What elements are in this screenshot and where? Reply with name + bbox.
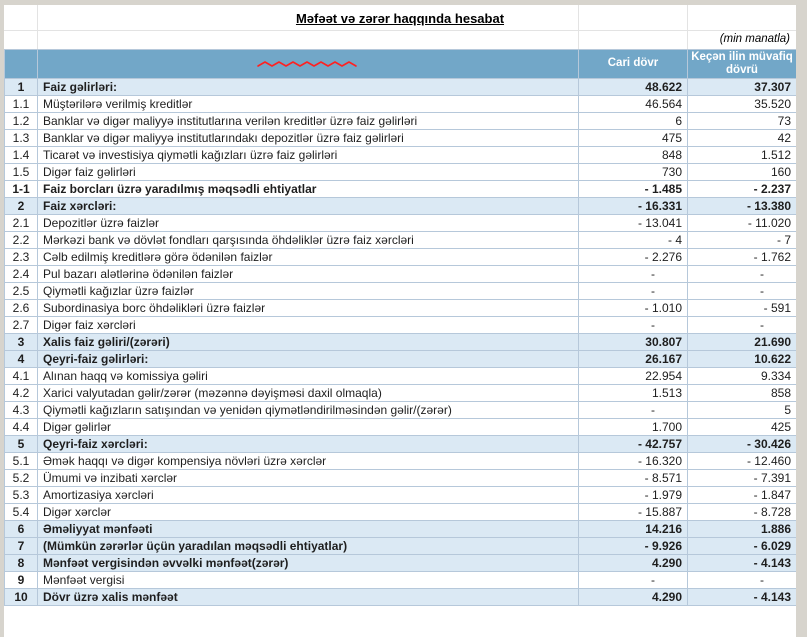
header-row [5, 50, 797, 79]
current-value-cell[interactable]: 30.807 [579, 334, 688, 351]
previous-value-cell[interactable]: 10.622 [688, 351, 797, 368]
row-number-cell[interactable]: 2.6 [5, 300, 38, 317]
previous-value-cell[interactable]: 35.520 [688, 96, 797, 113]
row-number-cell[interactable]: 4 [5, 351, 38, 368]
row-number-cell[interactable]: 2.3 [5, 249, 38, 266]
row-number-cell[interactable]: 2.2 [5, 232, 38, 249]
current-value-cell[interactable]: 4.290 [579, 589, 688, 606]
row-label-cell[interactable]: Amortizasiya xərcləri [38, 487, 579, 504]
current-value-cell[interactable]: 848 [579, 147, 688, 164]
row-label-cell[interactable]: Əmək haqqı və digər kompensiya növləri üzrə xərclər [38, 453, 579, 470]
row-label-cell[interactable]: Digər faiz xərcləri [38, 317, 579, 334]
row-number-cell[interactable]: 4.2 [5, 385, 38, 402]
table-row [5, 181, 797, 198]
table-row [5, 317, 797, 334]
row-number-cell[interactable]: 4.1 [5, 368, 38, 385]
table-row [5, 538, 797, 555]
previous-value-cell[interactable]: - [688, 572, 797, 589]
previous-value-cell[interactable]: 160 [688, 164, 797, 181]
current-value-cell[interactable]: - 16.331 [579, 198, 688, 215]
current-value-cell[interactable]: - [579, 283, 688, 300]
row-label-cell[interactable]: Banklar və digər maliyyə institutlarındakı depozitlər üzrə faiz gəlirləri [38, 130, 579, 147]
previous-value-cell[interactable]: - [688, 266, 797, 283]
previous-value-cell[interactable]: 1.886 [688, 521, 797, 538]
row-number-cell[interactable]: 9 [5, 572, 38, 589]
row-label-cell[interactable]: Faiz gəlirləri: [38, 79, 579, 96]
table-row [5, 504, 797, 521]
row-number-cell[interactable]: 6 [5, 521, 38, 538]
row-label-cell[interactable]: Pul bazarı alətlərinə ödənilən faizlər [38, 266, 579, 283]
row-number-cell[interactable]: 5 [5, 436, 38, 453]
row-number-cell[interactable]: 7 [5, 538, 38, 555]
report-sheet [4, 5, 796, 637]
report-table-header [5, 50, 797, 79]
current-value-cell[interactable]: 1.513 [579, 385, 688, 402]
row-label-cell[interactable]: Faiz xərcləri: [38, 198, 579, 215]
row-number-cell[interactable]: 3 [5, 334, 38, 351]
table-row [5, 147, 797, 164]
previous-value-cell[interactable]: - [688, 283, 797, 300]
previous-value-cell[interactable]: - 1.847 [688, 487, 797, 504]
table-row [5, 572, 797, 589]
row-number-cell[interactable]: 2 [5, 198, 38, 215]
previous-value-cell[interactable]: 21.690 [688, 334, 797, 351]
row-number-cell[interactable]: 1.5 [5, 164, 38, 181]
previous-value-cell[interactable]: - [688, 317, 797, 334]
row-label-cell[interactable]: Qeyri-faiz gəlirləri: [38, 351, 579, 368]
table-row [5, 266, 797, 283]
current-value-cell[interactable]: - [579, 402, 688, 419]
current-value-cell[interactable]: 26.167 [579, 351, 688, 368]
row-number-cell[interactable]: 5.1 [5, 453, 38, 470]
redacted-name-squiggle-icon [256, 60, 360, 69]
table-row [5, 79, 797, 96]
table-row [5, 453, 797, 470]
row-number-cell[interactable]: 8 [5, 555, 38, 572]
previous-value-cell[interactable]: 9.334 [688, 368, 797, 385]
table-row [5, 164, 797, 181]
row-label-cell[interactable]: Digər xərclər [38, 504, 579, 521]
table-row [5, 249, 797, 266]
table-row [5, 283, 797, 300]
account-name-header-cell[interactable] [38, 50, 579, 79]
unit-note-block [4, 31, 796, 49]
current-value-cell[interactable]: - [579, 572, 688, 589]
previous-value-cell[interactable]: - 7.391 [688, 470, 797, 487]
row-label-cell[interactable]: Qiymətli kağızlar üzrə faizlər [38, 283, 579, 300]
previous-value-cell[interactable]: - 8.728 [688, 504, 797, 521]
table-row [5, 300, 797, 317]
table-row [5, 521, 797, 538]
row-label-cell[interactable]: Mərkəzi bank və dövlət fondları qarşısında öhdəliklər üzrə faiz xərcləri [38, 232, 579, 249]
previous-value-cell[interactable]: 5 [688, 402, 797, 419]
previous-value-cell[interactable]: - 7 [688, 232, 797, 249]
current-value-cell[interactable]: 730 [579, 164, 688, 181]
table-row [5, 96, 797, 113]
row-label-cell[interactable]: Xarici valyutadan gəlir/zərər (məzənnə dəyişməsi daxil olmaqla) [38, 385, 579, 402]
previous-value-cell[interactable]: - 4.143 [688, 555, 797, 572]
gridline [687, 31, 688, 49]
previous-value-cell[interactable]: - 591 [688, 300, 797, 317]
row-label-cell[interactable]: Dövr üzrə xalis mənfəət [38, 589, 579, 606]
row-number-cell[interactable]: 2.7 [5, 317, 38, 334]
current-value-cell[interactable]: 14.216 [579, 521, 688, 538]
current-value-cell[interactable]: 475 [579, 130, 688, 147]
row-number-cell[interactable]: 2.1 [5, 215, 38, 232]
table-row [5, 555, 797, 572]
unit-note: (min manatla) [719, 33, 790, 45]
previous-value-cell[interactable]: - 11.020 [688, 215, 797, 232]
current-value-cell[interactable]: 1.700 [579, 419, 688, 436]
row-number-cell[interactable]: 5.2 [5, 470, 38, 487]
previous-value-cell[interactable]: 1.512 [688, 147, 797, 164]
row-number-cell[interactable]: 5.3 [5, 487, 38, 504]
row-number-cell[interactable]: 1.2 [5, 113, 38, 130]
previous-value-cell[interactable]: - 6.029 [688, 538, 797, 555]
gridline [578, 31, 579, 49]
current-value-cell[interactable]: - 1.979 [579, 487, 688, 504]
current-value-cell[interactable]: 6 [579, 113, 688, 130]
row-label-cell[interactable]: (Mümkün zərərlər üçün yaradılan məqsədli ehtiyatlar) [38, 538, 579, 555]
row-label-cell[interactable]: Ümumi və inzibati xərclər [38, 470, 579, 487]
row-label-cell[interactable]: Xalis faiz gəliri/(zərəri) [38, 334, 579, 351]
table-row [5, 113, 797, 130]
current-period-header-cell[interactable]: Cari dövr [579, 50, 688, 79]
row-label-cell[interactable]: Mənfəət vergisi [38, 572, 579, 589]
current-value-cell[interactable]: - 9.926 [579, 538, 688, 555]
current-value-cell[interactable]: - 16.320 [579, 453, 688, 470]
page-title: Məfəət və zərər haqqında hesabat [295, 11, 505, 26]
table-row [5, 232, 797, 249]
table-row [5, 198, 797, 215]
table-row [5, 334, 797, 351]
current-value-cell[interactable]: - 1.010 [579, 300, 688, 317]
row-number-cell[interactable]: 1.3 [5, 130, 38, 147]
current-value-cell[interactable]: 48.622 [579, 79, 688, 96]
current-value-cell[interactable]: - [579, 317, 688, 334]
row-number-cell[interactable]: 4.4 [5, 419, 38, 436]
gridline [37, 31, 38, 49]
row-number-cell[interactable]: 1 [5, 79, 38, 96]
current-value-cell[interactable]: - 42.757 [579, 436, 688, 453]
row-label-cell[interactable]: Faiz borcları üzrə yaradılmış məqsədli ehtiyatlar [38, 181, 579, 198]
row-number-header-cell[interactable] [5, 50, 38, 79]
previous-value-cell[interactable]: - 13.380 [688, 198, 797, 215]
table-row [5, 402, 797, 419]
row-label-cell[interactable]: Müştərilərə verilmiş kreditlər [38, 96, 579, 113]
row-label-cell[interactable]: Digər gəlirlər [38, 419, 579, 436]
row-number-cell[interactable]: 4.3 [5, 402, 38, 419]
previous-value-cell[interactable]: 42 [688, 130, 797, 147]
row-label-cell[interactable]: Cəlb edilmiş kreditlərə görə ödənilən faizlər [38, 249, 579, 266]
row-label-cell[interactable]: Qeyri-faiz xərcləri: [38, 436, 579, 453]
table-row [5, 368, 797, 385]
previous-value-cell[interactable]: 73 [688, 113, 797, 130]
current-value-cell[interactable]: - 15.887 [579, 504, 688, 521]
table-row [5, 470, 797, 487]
previous-period-header-cell[interactable]: Keçən ilin müvafiq dövrü [688, 50, 797, 79]
current-value-cell[interactable]: - 1.485 [579, 181, 688, 198]
previous-value-cell[interactable]: 37.307 [688, 79, 797, 96]
row-number-cell[interactable]: 2.4 [5, 266, 38, 283]
row-label-cell[interactable]: Mənfəət vergisindən əvvəlki mənfəət(zərər) [38, 555, 579, 572]
current-value-cell[interactable]: - 8.571 [579, 470, 688, 487]
table-row [5, 385, 797, 402]
previous-value-cell[interactable]: - 12.460 [688, 453, 797, 470]
row-label-cell[interactable]: Subordinasiya borc öhdəlikləri üzrə faizlər [38, 300, 579, 317]
title-block [4, 5, 796, 31]
row-number-cell[interactable]: 1.1 [5, 96, 38, 113]
row-label-cell[interactable]: Əməliyyat mənfəəti [38, 521, 579, 538]
current-value-cell[interactable]: - [579, 266, 688, 283]
row-number-cell[interactable]: 2.5 [5, 283, 38, 300]
previous-value-cell[interactable]: - 30.426 [688, 436, 797, 453]
current-value-cell[interactable]: 46.564 [579, 96, 688, 113]
table-row [5, 130, 797, 147]
table-row [5, 487, 797, 504]
current-value-cell[interactable]: 22.954 [579, 368, 688, 385]
current-value-cell[interactable]: 4.290 [579, 555, 688, 572]
row-number-cell[interactable]: 1.4 [5, 147, 38, 164]
current-value-cell[interactable]: - 13.041 [579, 215, 688, 232]
table-row [5, 419, 797, 436]
row-label-cell[interactable]: Ticarət və investisiya qiymətli kağızları üzrə faiz gəlirləri [38, 147, 579, 164]
previous-value-cell[interactable]: 425 [688, 419, 797, 436]
row-number-cell[interactable]: 1-1 [5, 181, 38, 198]
previous-value-cell[interactable]: - 1.762 [688, 249, 797, 266]
current-value-cell[interactable]: - 4 [579, 232, 688, 249]
table-row [5, 436, 797, 453]
previous-value-cell[interactable]: - 2.237 [688, 181, 797, 198]
row-label-cell[interactable]: Digər faiz gəlirləri [38, 164, 579, 181]
table-row [5, 589, 797, 606]
table-row [5, 351, 797, 368]
table-row [5, 215, 797, 232]
row-number-cell[interactable]: 5.4 [5, 504, 38, 521]
report-table-body [5, 79, 797, 606]
row-label-cell[interactable]: Banklar və digər maliyyə institutlarına verilən kreditlər üzrə faiz gəlirləri [38, 113, 579, 130]
current-value-cell[interactable]: - 2.276 [579, 249, 688, 266]
previous-value-cell[interactable]: - 4.143 [688, 589, 797, 606]
row-number-cell[interactable]: 10 [5, 589, 38, 606]
row-label-cell[interactable]: Alınan haqq və komissiya gəliri [38, 368, 579, 385]
row-label-cell[interactable]: Depozitlər üzrə faizlər [38, 215, 579, 232]
report-table [4, 49, 796, 606]
previous-value-cell[interactable]: 858 [688, 385, 797, 402]
row-label-cell[interactable]: Qiymətli kağızların satışından və yenidən qiymətləndirilməsindən gəlir/(zərər) [38, 402, 579, 419]
